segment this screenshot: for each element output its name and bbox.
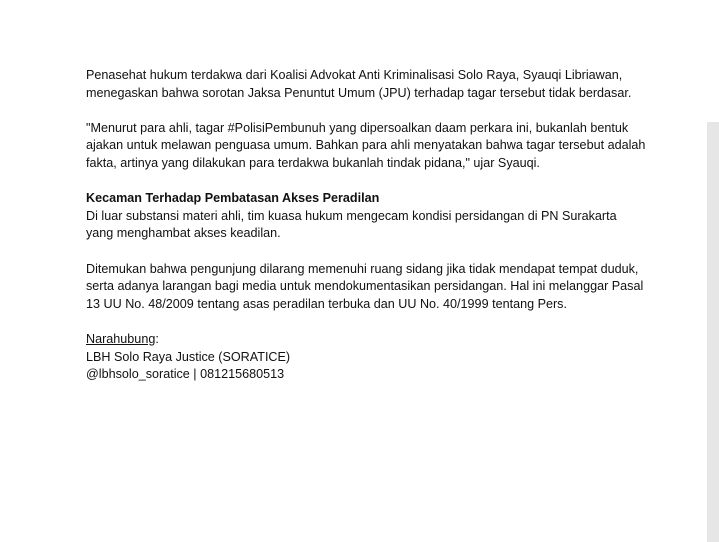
contact-colon: : (155, 331, 159, 346)
paragraph-quote: "Menurut para ahli, tagar #PolisiPembunuh yang dipersoalkan daam perkara ini, bukanlah bentuk ajakan untuk melawan penguasa umum. Bahkan para ahli menyatakan bahwa tagar tersebut adalah fakta, artinya yang dilakukan para terdakwa bukanlah tindak pidana," ujar Syauqi. (86, 120, 646, 170)
paragraph-legal-counsel: Penasehat hukum terdakwa dari Koalisi Advokat Anti Kriminalisasi Solo Raya, Syauqi Libriawan, menegaskan bahwa sorotan Jaksa Penuntut Umum (JPU) terhadap tagar tersebut tidak berdasar. (86, 68, 632, 100)
contact-handle-phone: @lbhsolo_soratice | 081215680513 (86, 367, 285, 382)
paragraph-findings: Ditemukan bahwa pengunjung dilarang memenuhi ruang sidang jika tidak mendapat tempat duduk, serta adanya larangan bagi media untuk mendokumentasikan persidangan. Hal ini melanggar Pasal 13 UU No. 48/2009 tentang asas peradilan terbuka dan UU No. 40/1999 tentang Pers. (86, 261, 644, 311)
paragraph-gap (86, 313, 646, 331)
section-heading: Kecaman Terhadap Pembatasan Akses Peradilan (86, 191, 380, 206)
paragraph-gap (86, 243, 646, 261)
contact-organization: LBH Solo Raya Justice (SORATICE) (86, 349, 291, 364)
contact-label-line (86, 331, 646, 349)
vertical-scrollbar[interactable] (707, 122, 719, 542)
paragraph-court-access: Di luar substansi materi ahli, tim kuasa hukum mengecam kondisi persidangan di PN Surakarta yang menghambat akses keadilan. (86, 208, 617, 241)
paragraph-gap (86, 102, 646, 120)
paragraph-gap (86, 173, 646, 191)
document-body (86, 67, 646, 384)
contact-label: Narahubung (86, 331, 156, 346)
